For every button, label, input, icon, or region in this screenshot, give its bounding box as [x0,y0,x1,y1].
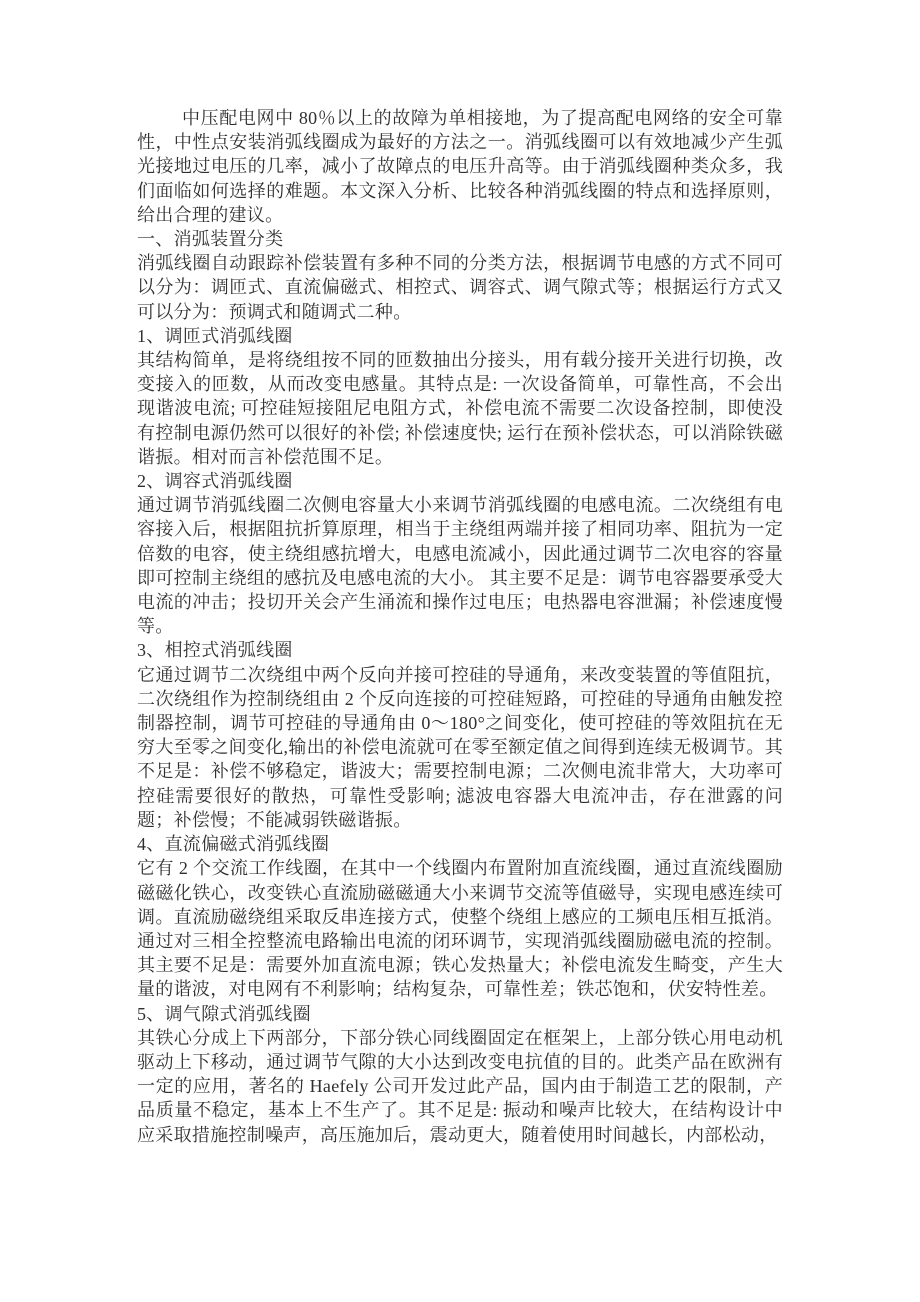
section-body-dc-bias: 它有 2 个交流工作线圈，在其中一个线圈内布置附加直流线圈，通过直流线圈励磁磁化铁心，改变铁心直流励磁磁通大小来调节交流等值磁导，实现电感连续可调。直流励磁绕组采取反串连接方式，使整个绕组上感应的工频电压相互抵消。通过对三相全控整流电路输出电流的闭环调节，实现消弧线圈励磁电流的控制。其主要不足是：需要外加直流电源；铁心发热量大；补偿电流发生畸变，产生大量的谐波，对电网有不利影响；结构复杂，可靠性差；铁芯饱和，伏安特性差。 [137,858,783,1000]
section-heading-phase-controlled: 3、相控式消弧线圈 [137,640,293,661]
section-heading-classification: 一、消弧装置分类 [137,229,284,250]
document-text-block [137,106,783,1147]
section-body-air-gap: 其铁心分成上下两部分，下部分铁心同线圈固定在框架上，上部分铁心用电动机驱动上下移动，通过调节气隙的大小达到改变电抗值的目的。此类产品在欧洲有一定的应用，著名的 Haefely 公司开发过此产品，国内由于制造工艺的限制，产品质量不稳定，基本上不生产了。其不足是: 振动和噪声比较大，在结构设计中应采取措施控制噪声，高压施加后，震动更大，随着使用时间越长，内部松动， [137,1027,783,1145]
section-body-phase-controlled: 它通过调节二次绕组中两个反向并接可控硅的导通角，来改变装置的等值阻抗，二次绕组作为控制绕组由 2 个反向连接的可控硅短路，可控硅的导通角由触发控制器控制，调节可控硅的导通角由 0～180°之间变化，使可控硅的等效阻抗在无穷大至零之间变化,输出的补偿电流就可在零至额定值之间得到连续无极调节。其不足是：补偿不够稳定，谐波大；需要控制电源；二次侧电流非常大，大功率可控硅需要很好的散热，可靠性受影响; 滤波电容器大电流冲击，存在泄露的问题；补偿慢；不能减弱铁磁谐振。 [137,664,783,830]
section-heading-air-gap: 5、调气隙式消弧线圈 [137,1003,311,1024]
section-heading-capacitance-adjusted: 2、调容式消弧线圈 [137,471,293,492]
section-body-classification: 消弧线圈自动跟踪补偿装置有多种不同的分类方法，根据调节电感的方式不同可以分为：调匝式、直流偏磁式、相控式、调容式、调气隙式等；根据运行方式又可以分为：预调式和随调式二种。 [137,253,783,322]
intro-paragraph: 中压配电网中 80％以上的故障为单相接地，为了提高配电网络的安全可靠性，中性点安装消弧线圈成为最好的方法之一。消弧线圈可以有效地减少产生弧光接地过电压的几率，减小了故障点的电压升高等。由于消弧线圈种类众多，我们面临如何选择的难题。本文深入分析、比较各种消弧线圈的特点和选择原则，给出合理的建议。 [137,108,783,225]
section-heading-dc-bias: 4、直流偏磁式消弧线圈 [137,834,330,855]
section-body-capacitance-adjusted: 通过调节消弧线圈二次侧电容量大小来调节消弧线圈的电感电流。二次绕组有电容接入后，根据阻抗折算原理，相当于主绕组两端并接了相同功率、阻抗为一定倍数的电容，使主绕组感抗增大，电感电流减小，因此通过调节二次电容的容量即可控制主绕组的感抗及电感电流的大小。 其主要不足是：调节电容器要承受大电流的冲击；投切开关会产生涌流和操作过电压；电热器电容泄漏；补偿速度慢等。 [137,495,783,637]
section-body-turn-adjusted: 其结构简单，是将绕组按不同的匝数抽出分接头，用有载分接开关进行切换，改变接入的匝数，从而改变电感量。其特点是: 一次设备简单，可靠性高，不会出现谐波电流; 可控硅短接阻尼电阻方式，补偿电流不需要二次设备控制，即使没有控制电源仍然可以很好的补偿; 补偿速度快; 运行在预补偿状态，可以消除铁磁谐振。相对而言补偿范围不足。 [137,350,784,467]
section-heading-turn-adjusted: 1、调匝式消弧线圈 [137,325,293,346]
